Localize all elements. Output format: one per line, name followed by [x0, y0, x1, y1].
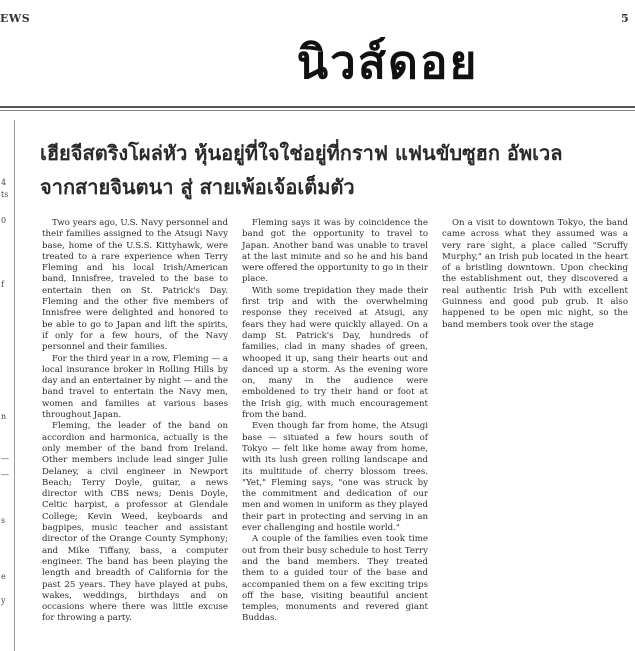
adjacent-column-fragment — [0, 120, 15, 651]
headline-line-2: จากสายจินตนา สู่ สายเพ้อเจ้อเต็มตัว — [40, 175, 355, 199]
masthead-rule-thin — [0, 110, 635, 111]
margin-fragment: s — [1, 516, 6, 525]
margin-fragment: — — [1, 470, 9, 479]
margin-fragment: e — [1, 572, 6, 581]
article-paragraph: A couple of the families even took time out from their busy schedule to host Terry and the band members. They treated them to a guided tour of the base and accompanied them on a few exciting trips off the base, visiting beautiful ancient temples, monuments and revered giant Buddas. — [242, 534, 428, 624]
margin-fragment: ts — [1, 190, 9, 199]
margin-fragment: n — [1, 412, 7, 421]
article-paragraph: For the third year in a row, Fleming — a local insurance broker in Rolling Hills by day and an entertainer by night — and the band travel to entertain the Navy men, women and families at various bases throughout Japan. — [42, 353, 228, 421]
margin-fragment: y — [1, 596, 6, 605]
page-number: 5 — [621, 12, 629, 25]
article-paragraph: Fleming says it was by coincidence the band got the opportunity to travel to Japan. Another band was unable to travel at the last minute and so he and his band were offered the opportunity to go in their place. — [242, 218, 428, 285]
section-label: EWS — [0, 12, 31, 25]
article-body — [42, 218, 628, 642]
margin-fragment: 0 — [1, 216, 7, 225]
article-headline — [40, 136, 630, 204]
headline-line-1: เฮียจีสตริงโผล่หัว หุ้นอยู่ที่ใจใช่อยู่ที่กราฟ แฟนขับซูฮก อัพเวล — [40, 141, 563, 165]
margin-fragment: f — [1, 280, 4, 289]
masthead-rule — [0, 106, 635, 108]
masthead-title: นิวส์ดอย — [296, 35, 479, 89]
article-paragraph: With some trepidation they made their first trip and with the overwhelming response they received at Atsugi, any fears they had were quickly allayed. On a damp St. Patrick's Day, hundreds of families, clad in many shades of green, whooped it up, sang their hearts out and danced up a storm. As the evening wore on, many in the audience were emboldened to try their hand or foot at the Irish gig, with much encouragement from the band. — [242, 285, 428, 421]
article-paragraph: On a visit to downtown Tokyo, the band came across what they assumed was a very rare sight, a place called "Scruffy Murphy," an Irish pub located in the heart of a bristling downtown. Upon checking the establishment out, they discovered a real authentic Irish Pub with excellent Guinness and good pub grub. It also happened to be open mic night, so the band members took over the stage — [442, 218, 628, 330]
article-paragraph: Even though far from home, the Atsugi base — situated a few hours south of Tokyo — felt like home away from home, with its lush green rolling landscape and its multitude of cherry blossom trees. "Yet," Fleming says, "one was struck by the commitment and dedication of our men and women in uniform as they played their part in protecting and serving in an ever challenging and hostile world." — [242, 421, 428, 534]
article-paragraph: Fleming, the leader of the band on accordion and harmonica, actually is the only member of the band from Ireland. Other members include lead singer Julie Delaney, a civil engineer in Newport Beach; Terry Doyle, guitar, a news director with CBS news; Denis Doyle, Celtic harpist, a professor at Glendale College; Kevin Weed, keyboards and bagpipes, music teacher and assistant director of the Orange County Symphony; and Mike Tiffany, bass, a computer engineer. The band has been playing the length and breadth of California for the past 25 years. They have played at pubs, wakes, weddings, birthdays and on occasions where there was little excuse for throwing a party. — [42, 421, 228, 624]
margin-fragment: — — [1, 454, 9, 463]
margin-fragment: 4 — [1, 178, 7, 187]
article-paragraph: Two years ago, U.S. Navy personnel and their families assigned to the Atsugi Navy base, home of the U.S.S. Kittyhawk, were treated to a rare experience when Terry Fleming and his local Irish/American band, Innisfree, traveled to the base to entertain then on St. Patrick's Day. Fleming and the other five members of Innisfree were delighted and honored to be able to go to Japan and lift the spirits, if only for a few hours, of the Navy personnel and their families. — [42, 218, 228, 353]
